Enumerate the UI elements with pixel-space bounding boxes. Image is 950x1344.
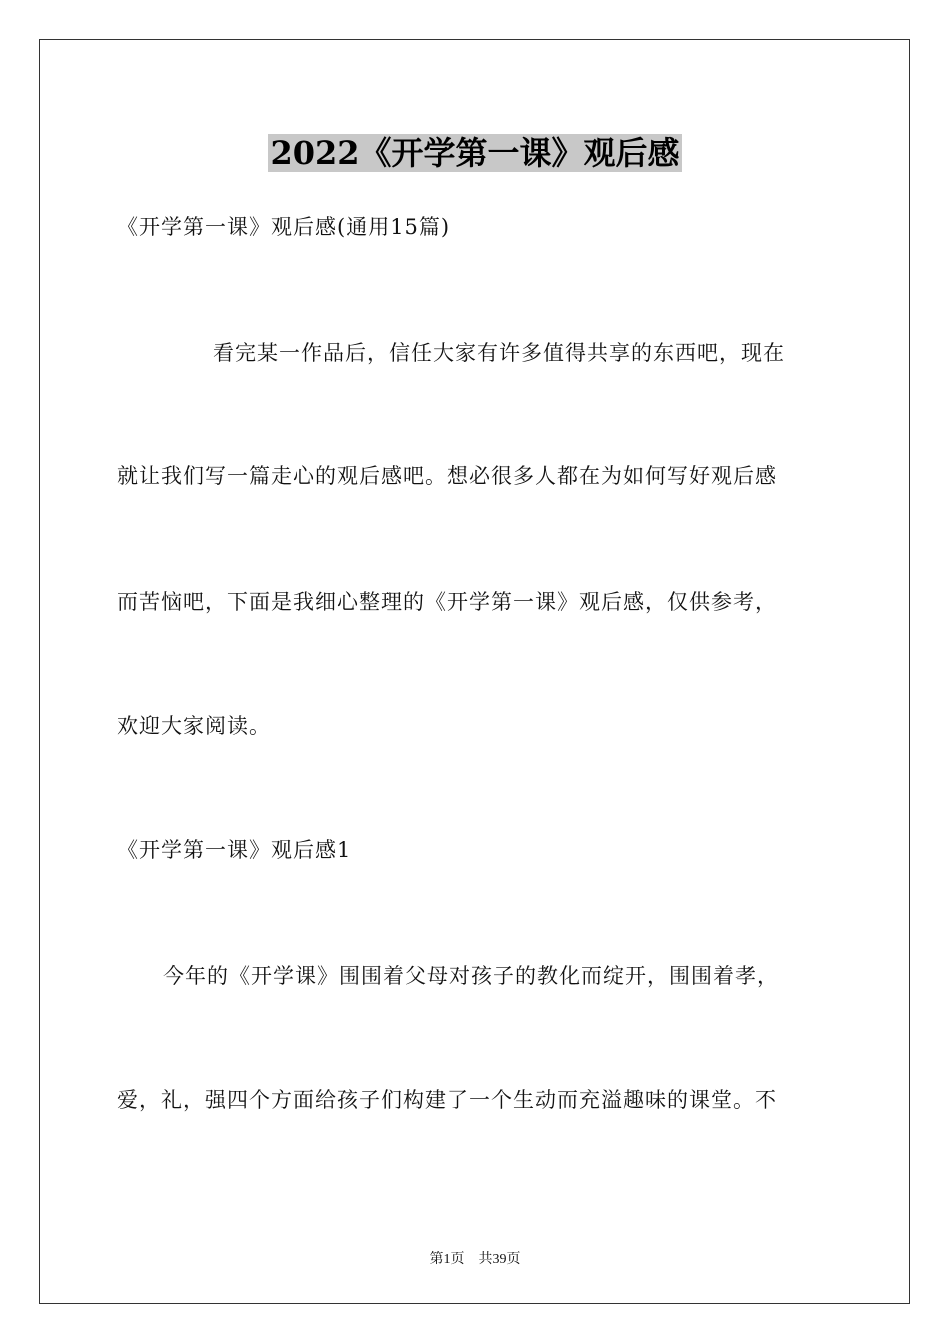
section-heading: 《开学第一课》观后感1 <box>117 838 352 862</box>
document-title <box>0 128 950 174</box>
page-total: 共39页 <box>478 1252 521 1267</box>
intro-line-4: 欢迎大家阅读。 <box>117 714 271 738</box>
section-line-1: 今年的《开学课》围围着父母对孩子的教化而绽开，围围着孝， <box>163 964 779 988</box>
intro-line-3: 而苦恼吧，下面是我细心整理的《开学第一课》观后感，仅供参考， <box>117 590 777 614</box>
intro-line-2: 就让我们写一篇走心的观后感吧。想必很多人都在为如何写好观后感 <box>117 464 777 488</box>
section-line-2: 爱，礼，强四个方面给孩子们构建了一个生动而充溢趣味的课堂。不 <box>117 1088 777 1112</box>
page-number: 第1页 <box>429 1252 465 1267</box>
document-title-text: 2022《开学第一课》观后感 <box>270 134 680 172</box>
document-subtitle: 《开学第一课》观后感(通用15篇) <box>117 215 451 239</box>
page-footer <box>0 1248 950 1268</box>
intro-line-1: 看完某一作品后，信任大家有许多值得共享的东西吧，现在 <box>213 341 785 365</box>
